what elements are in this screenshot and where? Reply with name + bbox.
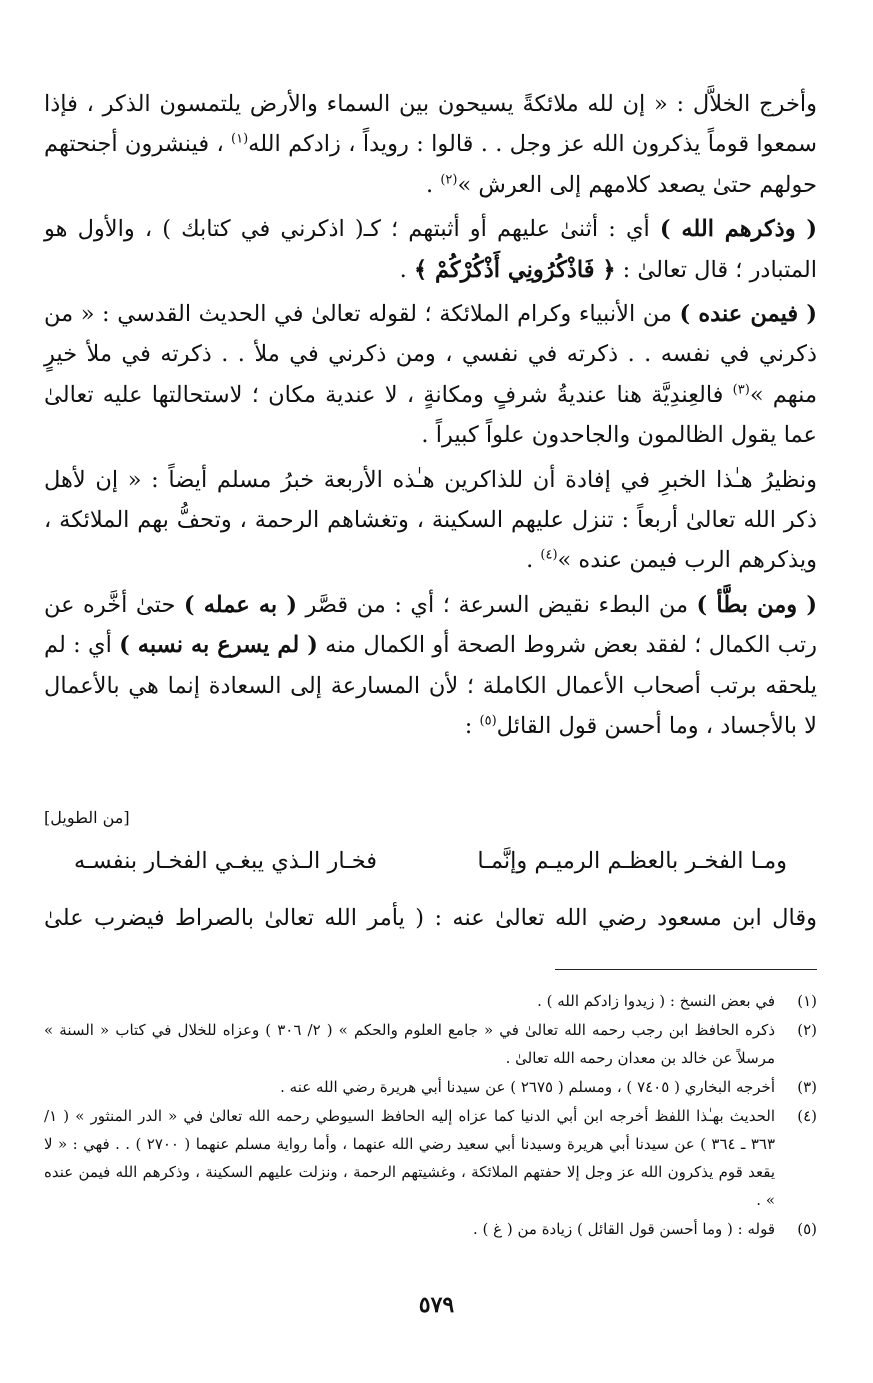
text-run: أي : أثنىٰ عليهم أو أثبتهم ؛ كـ( اذكرني في كتابك ) ، والأول هو المتبادر ؛ قال تعالىٰ : xyxy=(44,216,817,283)
footnote-item xyxy=(44,1073,817,1101)
closing-line: وقال ابن مسعود رضي الله تعالىٰ عنه : ( يأمر الله تعالىٰ بالصراط فيضرب علىٰ xyxy=(44,905,817,931)
footnote-number: (١) xyxy=(797,992,817,1010)
quran-verse: ﴿ فَاذْكُرُونِي أَذْكُرْكُمْ ﴾ xyxy=(413,256,616,283)
text-run: من البطء نقيض السرعة ؛ أي : من قصَّر xyxy=(296,591,697,618)
text-run: فالعِندِيَّة هنا عنديةُ شرفٍ ومكانةٍ ، لا عندية مكان ؛ لاستحالتها عليه تعالىٰ عما يقول الظالمون والجاحدون علواً كبيراً . xyxy=(44,381,817,449)
matn-phrase: ( به عمله ) xyxy=(183,591,297,618)
text-run: أي : لم يلحقه برتب أصحاب الأعمال الكاملة ؛ لأن المسارعة إلى السعادة إنما هي بالأعمال لا بالأجساد ، وما أحسن قول القائل xyxy=(44,632,817,740)
paragraph-3 xyxy=(44,294,817,456)
footnote-text: قوله : ( وما أحسن قول القائل ) زيادة من ( غ ) . xyxy=(472,1220,775,1238)
matn-phrase: ( وذكرهم الله ) xyxy=(659,216,817,243)
poetry-verse xyxy=(44,848,817,894)
footnote-text: الحديث بهـٰذا اللفظ أخرجه ابن أبي الدنيا كما عزاه إليه الحافظ السيوطي رحمه الله تعالىٰ في « الدر المنثور » ( ١/ ٣٦٣ ـ ٣٦٤ ) عن سيدنا أبي هريرة وسيدنا أبي سعيد رضي الله عنهما ، وأما رواية مسلم عنهما ( ٢٧٠٠ ) . . فهي : « لا يقعد قوم يذكرون الله عز وجل إلا حفتهم الملائكة ، وغشيتهم الرحمة ، ونزلت عليهم السكينة ، وذكرهم الله فيمن عنده » . xyxy=(44,1107,776,1209)
verse-hemistich-first: ومـا الفخـر بالعظـم الرميـم وإنَّمـا xyxy=(477,848,787,874)
matn-phrase: ( فيمن عنده ) xyxy=(679,301,817,328)
page-number: ٥٧٩ xyxy=(418,1292,455,1318)
text-run: ، فينشرون أجنحتهم حولهم حتىٰ يصعد كلامهم إلى العرش » xyxy=(44,131,817,198)
paragraph-1 xyxy=(44,84,817,205)
matn-phrase: ( ومن بطَّأ ) xyxy=(696,591,818,618)
main-text xyxy=(44,84,817,751)
footnote-marker: (٣) xyxy=(732,382,750,398)
text-run: من الأنبياء وكرام الملائكة ؛ لقوله تعالىٰ في الحديث القدسي : « من ذكرني في نفسه . . ذكرته في نفسي ، ومن ذكرني في ملأ . . ذكرته في ملأ خيرٍ منهم » xyxy=(44,301,817,408)
footnote-marker: (٤) xyxy=(540,547,558,563)
paragraph-2 xyxy=(44,209,817,290)
footnote-text: أخرجه البخاري ( ٧٤٠٥ ) ، ومسلم ( ٢٦٧٥ ) عن سيدنا أبي هريرة رضي الله عنه . xyxy=(280,1078,775,1096)
footnote-number: (٣) xyxy=(797,1078,817,1096)
text-run: ونظيرُ هـٰذا الخبرِ في إفادة أن للذاكرين هـٰذه الأربعة خبرُ مسلم أيضاً : « إن لأهل ذكر الله تعالىٰ أربعاً : تنزل عليهم السكينة ، وتغشاهم الرحمة ، وتحفُّ بهم الملائكة ، ويذكرهم الرب فيمن عنده » xyxy=(44,466,817,574)
footnotes xyxy=(44,987,817,1244)
verse-hemistich-second: فخـار الـذي يبغـي الفخـار بنفسـه xyxy=(74,848,378,874)
footnote-number: (٤) xyxy=(797,1107,817,1125)
text-run: . xyxy=(526,547,541,574)
footnote-number: (٥) xyxy=(797,1220,817,1238)
text-run: . xyxy=(426,171,441,198)
footnote-item xyxy=(44,1016,817,1072)
matn-phrase: ( لم يسرع به نسبه ) xyxy=(119,632,318,659)
text-run: : xyxy=(464,713,480,740)
text-run: . xyxy=(399,256,414,283)
footnote-marker: (١) xyxy=(231,131,249,147)
footnote-marker: (٥) xyxy=(479,713,497,729)
poetic-meter-label: [من الطويل] xyxy=(44,808,130,827)
paragraph-4 xyxy=(44,460,817,581)
footnote-marker: (٢) xyxy=(440,172,458,188)
paragraph-5 xyxy=(44,585,817,747)
footnote-item xyxy=(44,1102,817,1214)
footnote-item xyxy=(44,987,817,1015)
footnote-number: (٢) xyxy=(797,1021,817,1039)
footnote-separator xyxy=(555,969,817,970)
footnote-item xyxy=(44,1215,817,1243)
footnote-text: في بعض النسخ : ( زيدوا زادكم الله ) . xyxy=(537,992,775,1010)
footnote-text: ذكره الحافظ ابن رجب رحمه الله تعالىٰ في « جامع العلوم والحكم » ( ٢/ ٣٠٦ ) وعزاه للخلال في كتاب « السنة » مرسلاً عن خالد بن معدان رحمه الله تعالىٰ . xyxy=(44,1021,775,1067)
text-run: وأخرج الخلاَّل : « إن لله ملائكةً يسيحون بين السماء والأرض يلتمسون الذكر ، فإذا سمعوا قوماً يذكرون الله عز وجل . . قالوا : رويداً ، زادكم الله xyxy=(44,91,817,158)
text-run: حتىٰ أخَّره عن رتب الكمال ؛ لفقد بعض شروط الصحة أو الكمال منه xyxy=(44,591,817,659)
